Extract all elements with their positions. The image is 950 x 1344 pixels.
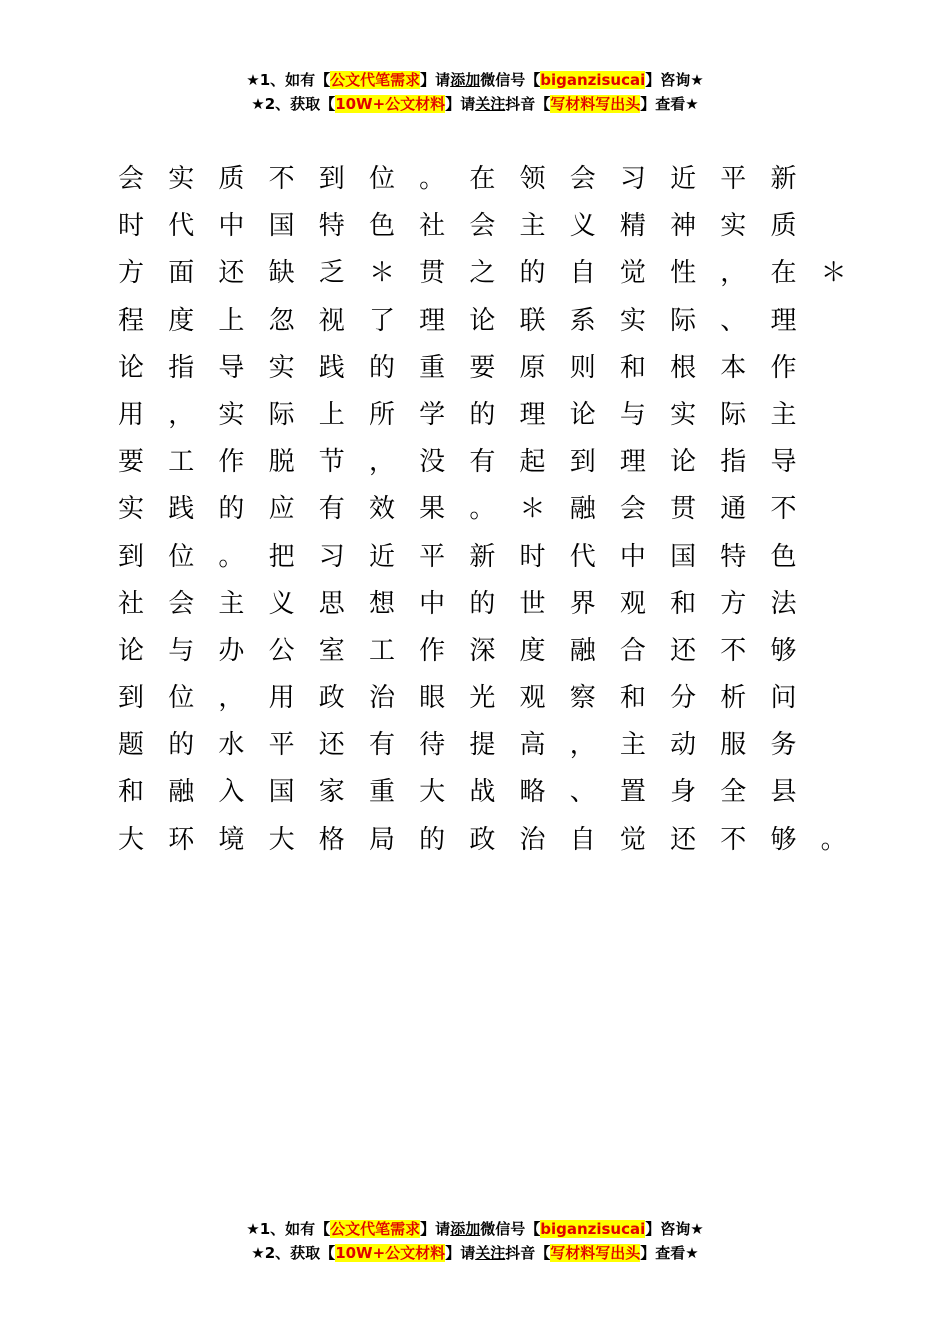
text-line: 用 ， 实 际 上 所 学 的 理 论 与 实 际 主 [118, 399, 797, 430]
text-line: 论 指 导 实 践 的 重 要 原 则 和 根 本 作 [118, 352, 797, 383]
banner-text: 】咨询★ [645, 71, 704, 89]
top-banner [0, 68, 950, 116]
banner-text: 】查看★ [640, 1244, 699, 1262]
highlight-ghostwriting: 公文代笔需求 [330, 1220, 421, 1238]
banner-text: 】请 [445, 1244, 476, 1262]
text-line: 论 与 办 公 室 工 作 深 度 融 合 还 不 够 [118, 635, 797, 666]
banner-text: ★1、如有【 [246, 71, 331, 89]
highlight-materials: 10W+公文材料 [335, 95, 446, 113]
highlight-materials: 10W+公文材料 [335, 1244, 446, 1262]
text-line: 大 环 境 大 格 局 的 政 治 自 觉 还 不 够 。 [118, 824, 847, 855]
underlined-follow: 关注 [475, 95, 506, 113]
text-line: 到 位 。 把 习 近 平 新 时 代 中 国 特 色 [118, 541, 797, 572]
banner-text: 微信号【 [480, 71, 541, 89]
banner-text: 抖音【 [505, 1244, 551, 1262]
banner-text: 微信号【 [480, 1220, 541, 1238]
banner-line-2 [0, 92, 950, 116]
banner-text: ★2、获取【 [251, 1244, 336, 1262]
underlined-add: 添加 [450, 1220, 481, 1238]
banner-text: 】请 [420, 71, 451, 89]
highlight-douyin-id: 写材料写出头 [550, 1244, 641, 1262]
banner-text: 】查看★ [640, 95, 699, 113]
highlight-wechat-id: biganzisucai [540, 71, 646, 89]
text-line: 程 度 上 忽 视 了 理 论 联 系 实 际 、 理 [118, 305, 797, 336]
banner-text: ★1、如有【 [246, 1220, 331, 1238]
text-line: 时 代 中 国 特 色 社 会 主 义 精 神 实 质 [118, 211, 797, 242]
banner-text: ★2、获取【 [251, 95, 336, 113]
underlined-add: 添加 [450, 71, 481, 89]
text-line: 题 的 水 平 还 有 待 提 高 ， 主 动 服 务 [118, 730, 797, 761]
banner-text: 】请 [420, 1220, 451, 1238]
text-line: 实 践 的 应 有 效 果 。 ＊ 融 会 贯 通 不 [118, 494, 797, 525]
text-line: 到 位 ， 用 政 治 眼 光 观 察 和 分 析 问 [118, 683, 797, 714]
text-line: 和 融 入 国 家 重 大 战 略 、 置 身 全 县 [118, 777, 797, 808]
underlined-follow: 关注 [475, 1244, 506, 1262]
banner-text: 】请 [445, 95, 476, 113]
text-line: 会 实 质 不 到 位 。 在 领 会 习 近 平 新 [118, 164, 797, 194]
highlight-douyin-id: 写材料写出头 [550, 95, 641, 113]
text-line: 社 会 主 义 思 想 中 的 世 界 观 和 方 法 [118, 588, 797, 619]
banner-line-1 [0, 1217, 950, 1241]
document-body [118, 156, 847, 864]
text-line: 方 面 还 缺 乏 ＊ 贯 之 的 自 觉 性 ， 在 ＊ [118, 258, 847, 289]
text-line: 要 工 作 脱 节 ， 没 有 起 到 理 论 指 导 [118, 447, 797, 478]
banner-line-1 [0, 68, 950, 92]
banner-text: 抖音【 [505, 95, 551, 113]
banner-text: 】咨询★ [645, 1220, 704, 1238]
highlight-ghostwriting: 公文代笔需求 [330, 71, 421, 89]
banner-line-2 [0, 1241, 950, 1265]
bottom-banner [0, 1217, 950, 1265]
highlight-wechat-id: biganzisucai [540, 1220, 646, 1238]
